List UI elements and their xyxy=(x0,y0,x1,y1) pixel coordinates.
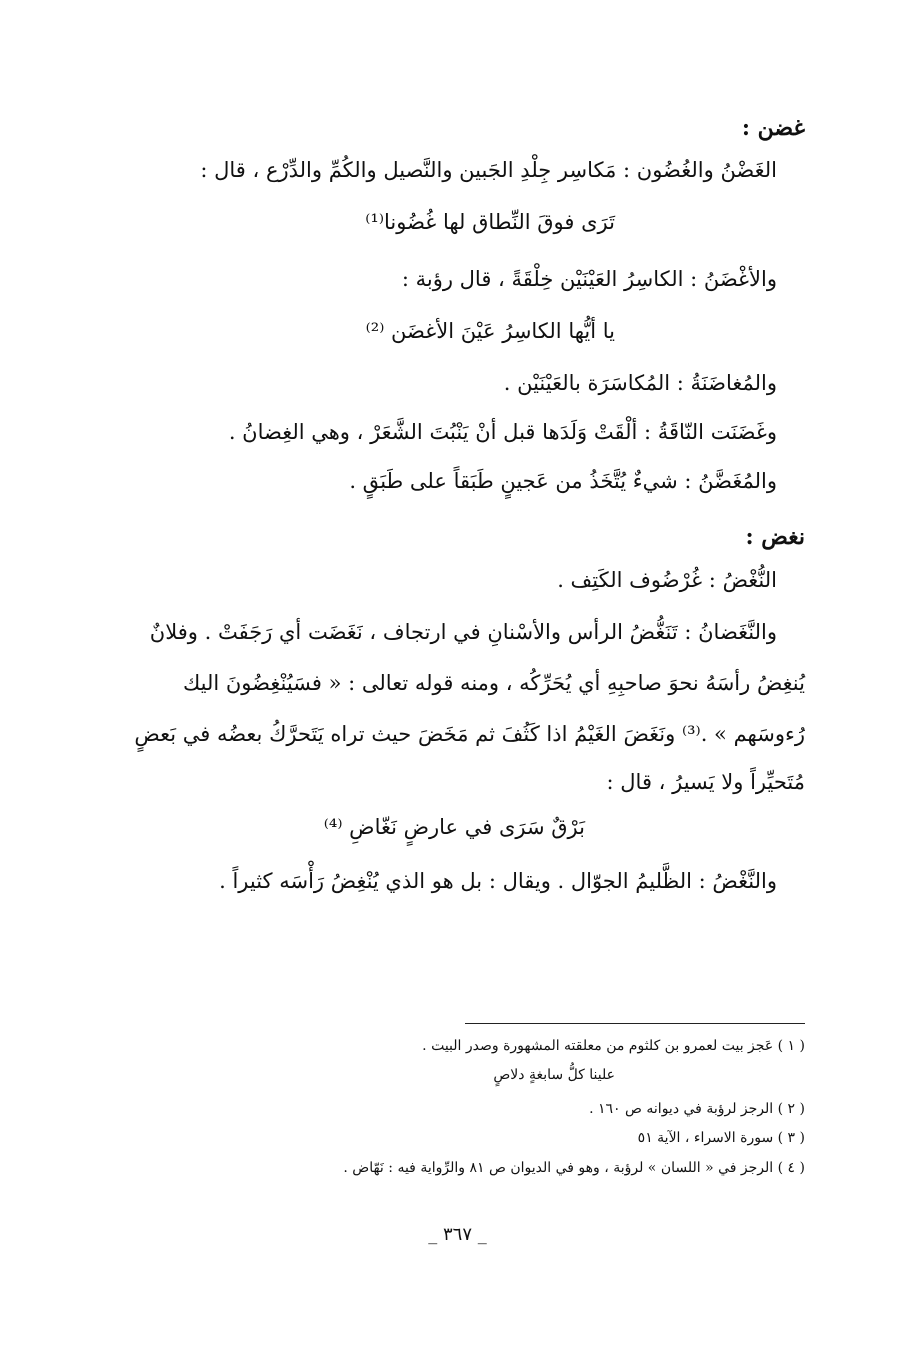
verse-line: يا أيُّها الكاسِرُ عَيْنَ الأغضَن ⁽²⁾ xyxy=(365,319,615,343)
footnote-divider xyxy=(465,1023,805,1024)
entry-line: والمُغَضَّنُ : شيءٌ يُتَّخَذُ من عَجينٍ طَبَقاً على طَبَقٍ . xyxy=(349,469,777,493)
entry-line: وغَضَنَت النّاقَةُ : ألْقَتْ وَلَدَها قبل أنْ يَنْبُتَ الشَّعَرْ ، وهي الغِضانُ . xyxy=(228,420,777,444)
entry-heading-naghad: نغض : xyxy=(745,524,805,550)
entry-heading-ghadan: غضن : xyxy=(741,115,805,141)
verse-line: تَرَى فوقَ النِّطاق لها غُضُونا⁽¹⁾ xyxy=(365,210,615,234)
footnote: ( ٣ ) سورة الاسراء ، الآية ٥١ xyxy=(637,1130,805,1146)
entry-line: مُتَحيِّراً ولا يَسيرُ ، قال : xyxy=(606,770,805,794)
footnote: ( ٤ ) الرجز في « اللسان » لرؤبة ، وهو في الديوان ص ٨١ والرِّواية فيه : نَهّاض . xyxy=(343,1160,805,1176)
footnote: ( ٢ ) الرجز لرؤبة في ديوانه ص ١٦٠ . xyxy=(589,1101,805,1117)
entry-line: والنَّغْضُ : الظَّليمُ الجوّال . ويقال : بل هو الذي يُنْغِضُ رَأْسَه كثيراً . xyxy=(219,869,777,893)
footnote: ( ١ ) عَجز بيت لعمرو بن كلثوم من معلقته المشهورة وصدر البيت . xyxy=(422,1038,805,1054)
entry-line: والمُغاضَنَةُ : المُكاسَرَة بالعَيْنَيْن . xyxy=(503,371,777,395)
footnote-verse: علينا كلُّ سابغةٍ دلاصٍ xyxy=(493,1067,615,1083)
entry-line: النُّغْضُ : غُرْضُوف الكَتِف . xyxy=(557,568,777,592)
entry-line: الغَضْنُ والغُضُون : مَكاسِر جِلْدِ الجَبين والنَّصيل والكُمِّ والدِّرْع ، قال : xyxy=(200,158,777,182)
entry-line: والنَّغَضانُ : تَنَغُّضُ الرأس والأسْنانِ في ارتجاف ، نَغَضَت أي رَجَفَتْ . وفلانٌ xyxy=(149,620,777,644)
verse-line: بَرْقٌ سَرَى في عارضٍ نَغّاضِ ⁽⁴⁾ xyxy=(323,815,585,839)
entry-line: رُءوسَهم » .⁽³⁾ ونَغَضَ الغَيْمُ اذا كَثُفَ ثم مَخَضَ حيث تراه يَتَحرَّكُ بعضُه في بَعضٍ xyxy=(134,722,805,746)
page-number: _ ٣٦٧ _ xyxy=(428,1224,487,1245)
entry-line: والأغْضَنُ : الكاسِرُ العَيْنَيْن خِلْقَةً ، قال رؤبة : xyxy=(401,267,777,291)
entry-line: يُنغِضُ رأسَهُ نحوَ صاحبِهِ أي يُحَرِّكُه ، ومنه قوله تعالى : « فسَيُنْغِضُونَ اليك xyxy=(182,671,805,695)
